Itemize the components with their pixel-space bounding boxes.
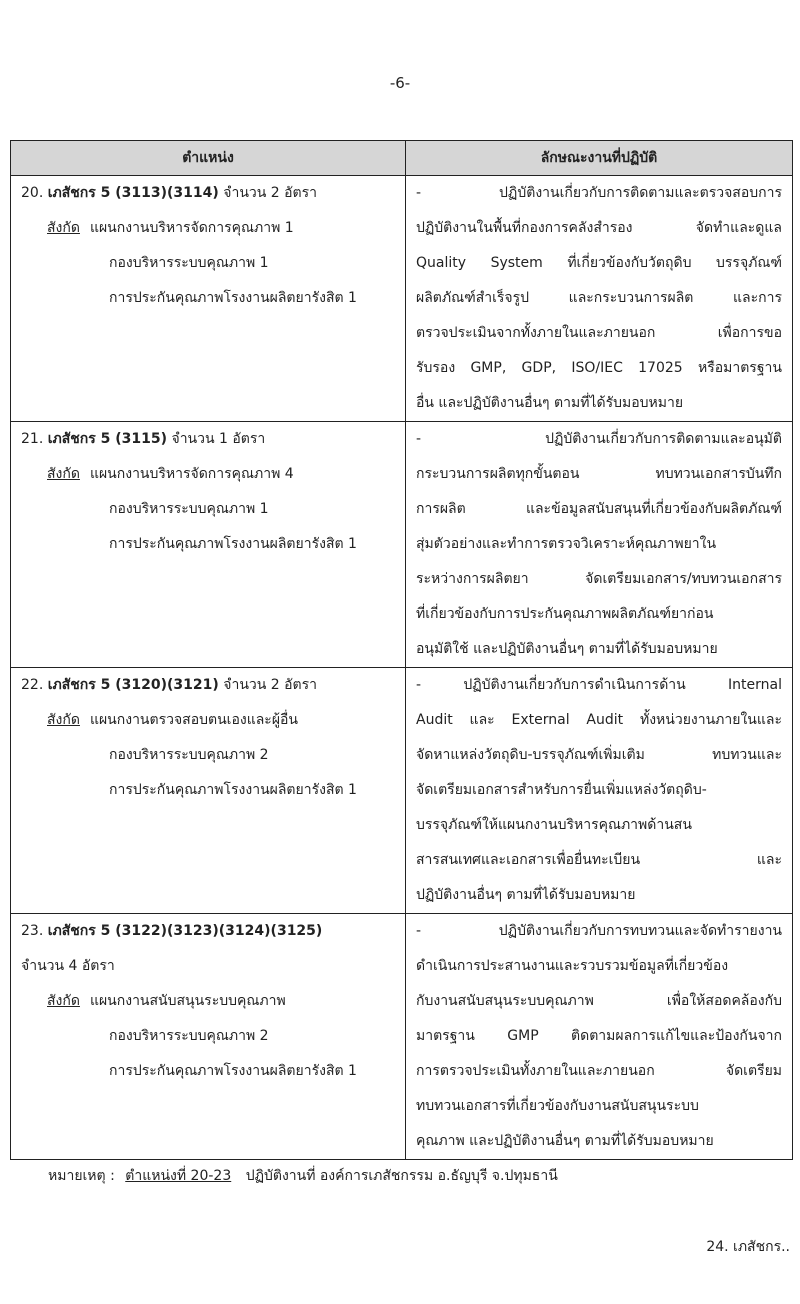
duty-line: Audit และ External Audit ทั้งหน่วยงานภายในและ: [416, 712, 782, 728]
duty-line: ระหว่างการผลิตยา จัดเตรียมเอกสาร/ทบทวนเอกสาร: [416, 571, 782, 587]
table-row: [11, 668, 793, 914]
position-title: [21, 422, 399, 457]
position-name: เภสัชกร 5 (3120)(3121): [47, 677, 219, 693]
duty-line: ทบทวนเอกสารที่เกี่ยวข้องกับงานสนับสนุนระบบ: [416, 1098, 699, 1114]
position-count: จำนวน 2 อัตรา: [223, 677, 318, 693]
position-name: เภสัชกร 5 (3113)(3114): [47, 185, 219, 201]
position-cell: [11, 422, 406, 668]
duty-line: ดำเนินการประสานงานและรวบรวมข้อมูลที่เกี่ยวข้อง: [416, 958, 729, 974]
affiliation-unit: แผนกงานบริหารจัดการคุณภาพ 1: [89, 220, 294, 236]
position-cell: [11, 914, 406, 1160]
duty-line: สารสนเทศและเอกสารเพื่อยื่นทะเบียน และ: [416, 852, 782, 868]
position-cell: [11, 176, 406, 422]
header-duties: ลักษณะงานที่ปฏิบัติ: [406, 141, 793, 176]
table-row: [11, 176, 793, 422]
affiliation-line: [21, 984, 399, 1019]
affiliation-unit: แผนกงานตรวจสอบตนเองและผู้อื่น: [89, 712, 299, 728]
duty-line: กับงานสนับสนุนระบบคุณภาพ เพื่อให้สอดคล้องกับ: [416, 993, 782, 1009]
affiliation-line: กองบริหารระบบคุณภาพ 2: [109, 747, 269, 763]
affiliation-label: สังกัด: [47, 712, 80, 728]
footnote-ref: ตำแหน่งที่ 20-23: [125, 1168, 232, 1184]
positions-table: [10, 140, 793, 1160]
affiliation-line: กองบริหารระบบคุณภาพ 1: [109, 501, 269, 517]
affiliation-line: การประกันคุณภาพโรงงานผลิตยารังสิต 1: [109, 1063, 357, 1079]
duty-line: จัดเตรียมเอกสารสำหรับการยื่นเพิ่มแหล่งวัตถุดิบ-: [416, 782, 707, 798]
duty-line: ที่เกี่ยวข้องกับการประกันคุณภาพผลิตภัณฑ์ยาก่อน: [416, 606, 714, 622]
position-count: จำนวน 4 อัตรา: [21, 958, 115, 974]
duties-cell: [406, 668, 793, 914]
position-count: จำนวน 1 อัตรา: [171, 431, 266, 447]
position-title: [21, 176, 399, 211]
duty-line: ตรวจประเมินจากทั้งภายในและภายนอก เพื่อการขอ: [416, 325, 782, 341]
footnote-label: หมายเหตุ :: [48, 1168, 115, 1184]
position-number: 20.: [21, 185, 44, 201]
position-count: จำนวน 2 อัตรา: [223, 185, 318, 201]
duty-line: บรรจุภัณฑ์ให้แผนกงานบริหารคุณภาพด้านสน: [416, 817, 692, 833]
duty-line: - ปฏิบัติงานเกี่ยวกับการติดตามและอนุมัติ: [416, 431, 782, 447]
position-title: [21, 668, 399, 703]
duty-line: สุ่มตัวอย่างและทำการตรวจวิเคราะห์คุณภาพยาใน: [416, 536, 717, 552]
affiliation-line: การประกันคุณภาพโรงงานผลิตยารังสิต 1: [109, 536, 357, 552]
affiliation-unit: แผนกงานบริหารจัดการคุณภาพ 4: [89, 466, 294, 482]
continuation-text: 24. เภสัชกร..: [706, 1239, 790, 1255]
footnote-text: ปฏิบัติงานที่ องค์การเภสัชกรรม อ.ธัญบุรี จ.ปทุมธานี: [245, 1168, 558, 1184]
duty-line: กระบวนการผลิตทุกขั้นตอน ทบทวนเอกสารบันทึก: [416, 466, 782, 482]
duty-line: จัดหาแหล่งวัตถุดิบ-บรรจุภัณฑ์เพิ่มเติม ทบทวนและ: [416, 747, 782, 763]
position-number: 21.: [21, 431, 44, 447]
duty-line: - ปฏิบัติงานเกี่ยวกับการติดตามและตรวจสอบการ: [416, 185, 782, 201]
duty-line: อนุมัติใช้ และปฏิบัติงานอื่นๆ ตามที่ได้รับมอบหมาย: [416, 641, 718, 657]
affiliation-line: [21, 457, 399, 492]
duty-line: การตรวจประเมินทั้งภายในและภายนอก จัดเตรียม: [416, 1063, 782, 1079]
duty-line: ผลิตภัณฑ์สำเร็จรูป และกระบวนการผลิต และการ: [416, 290, 782, 306]
duties-cell: [406, 422, 793, 668]
duty-line: คุณภาพ และปฏิบัติงานอื่นๆ ตามที่ได้รับมอบหมาย: [416, 1133, 714, 1149]
duties-cell: [406, 176, 793, 422]
duty-line: - ปฏิบัติงานเกี่ยวกับการดำเนินการด้าน Internal: [416, 677, 782, 693]
duty-line: ปฏิบัติงานอื่นๆ ตามที่ได้รับมอบหมาย: [416, 887, 636, 903]
duty-line: - ปฏิบัติงานเกี่ยวกับการทบทวนและจัดทำรายงาน: [416, 923, 782, 939]
position-number: 22.: [21, 677, 44, 693]
table-row: [11, 422, 793, 668]
affiliation-label: สังกัด: [47, 220, 80, 236]
table-header-row: [11, 141, 793, 176]
duty-line: การผลิต และข้อมูลสนับสนุนที่เกี่ยวข้องกับผลิตภัณฑ์: [416, 501, 782, 517]
affiliation-line: กองบริหารระบบคุณภาพ 1: [109, 255, 269, 271]
duty-line: รับรอง GMP, GDP, ISO/IEC 17025 หรือมาตรฐาน: [416, 360, 782, 376]
header-position: ตำแหน่ง: [11, 141, 406, 176]
table-row: [11, 914, 793, 1160]
affiliation-line: [21, 211, 399, 246]
position-name: เภสัชกร 5 (3122)(3123)(3124)(3125): [47, 923, 323, 939]
duty-line: Quality System ที่เกี่ยวข้องกับวัตถุดิบ บรรจุภัณฑ์: [416, 255, 782, 271]
duties-cell: [406, 914, 793, 1160]
affiliation-label: สังกัด: [47, 466, 80, 482]
position-name: เภสัชกร 5 (3115): [47, 431, 168, 447]
affiliation-line: การประกันคุณภาพโรงงานผลิตยารังสิต 1: [109, 290, 357, 306]
duty-line: อื่น และปฏิบัติงานอื่นๆ ตามที่ได้รับมอบหมาย: [416, 395, 684, 411]
affiliation-line: การประกันคุณภาพโรงงานผลิตยารังสิต 1: [109, 782, 357, 798]
position-number: 23.: [21, 923, 44, 939]
affiliation-unit: แผนกงานสนับสนุนระบบคุณภาพ: [89, 993, 286, 1009]
position-title: [21, 914, 399, 949]
duty-line: ปฏิบัติงานในพื้นที่กองการคลังสำรอง จัดทำและดูแล: [416, 220, 782, 236]
page-number: -6-: [389, 74, 411, 92]
affiliation-line: [21, 703, 399, 738]
affiliation-label: สังกัด: [47, 993, 80, 1009]
footnote: [48, 1165, 558, 1187]
position-cell: [11, 668, 406, 914]
duty-line: มาตรฐาน GMP ติดตามผลการแก้ไขและป้องกันจาก: [416, 1028, 782, 1044]
affiliation-line: กองบริหารระบบคุณภาพ 2: [109, 1028, 269, 1044]
